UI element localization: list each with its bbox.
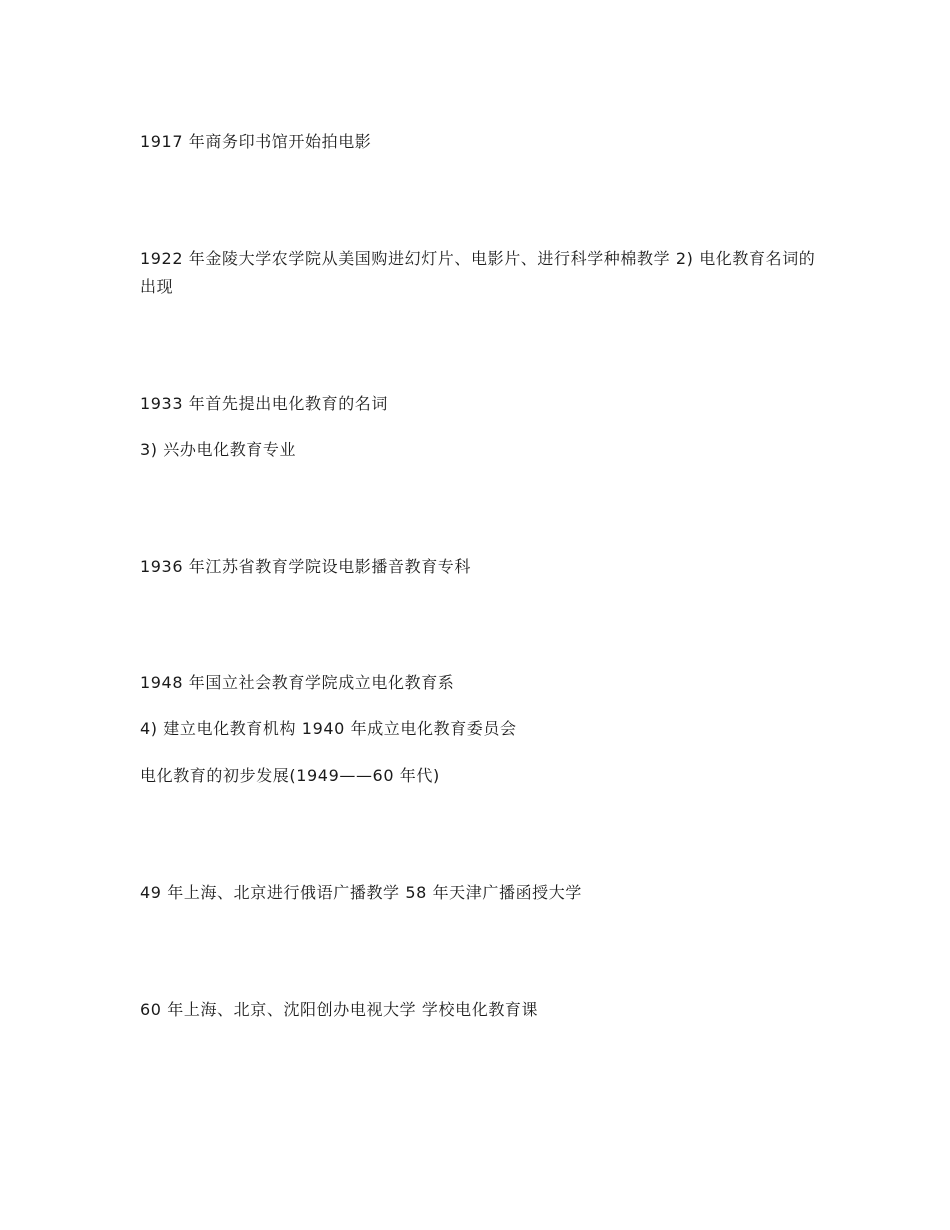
text-line: 1948 年国立社会教育学院成立电化教育系 [140,673,455,692]
text-line: 1917 年商务印书馆开始拍电影 [140,132,372,151]
text-line: 49 年上海、北京进行俄语广播教学 58 年天津广播函授大学 [140,883,582,902]
text-line: 1933 年首先提出电化教育的名词 [140,394,389,413]
text-line: 60 年上海、北京、沈阳创办电视大学 学校电化教育课 [140,1000,539,1019]
text-line: 1936 年江苏省教育学院设电影播音教育专科 [140,557,472,576]
text-line: 电化教育的初步发展(1949——60 年代) [140,766,440,785]
text-line: 3) 兴办电化教育专业 [140,440,297,459]
text-line: 4) 建立电化教育机构 1940 年成立电化教育委员会 [140,719,517,738]
text-line: 1922 年金陵大学农学院从美国购进幻灯片、电影片、进行科学种棉教学 2) 电化教育名词的出现 [140,249,816,296]
